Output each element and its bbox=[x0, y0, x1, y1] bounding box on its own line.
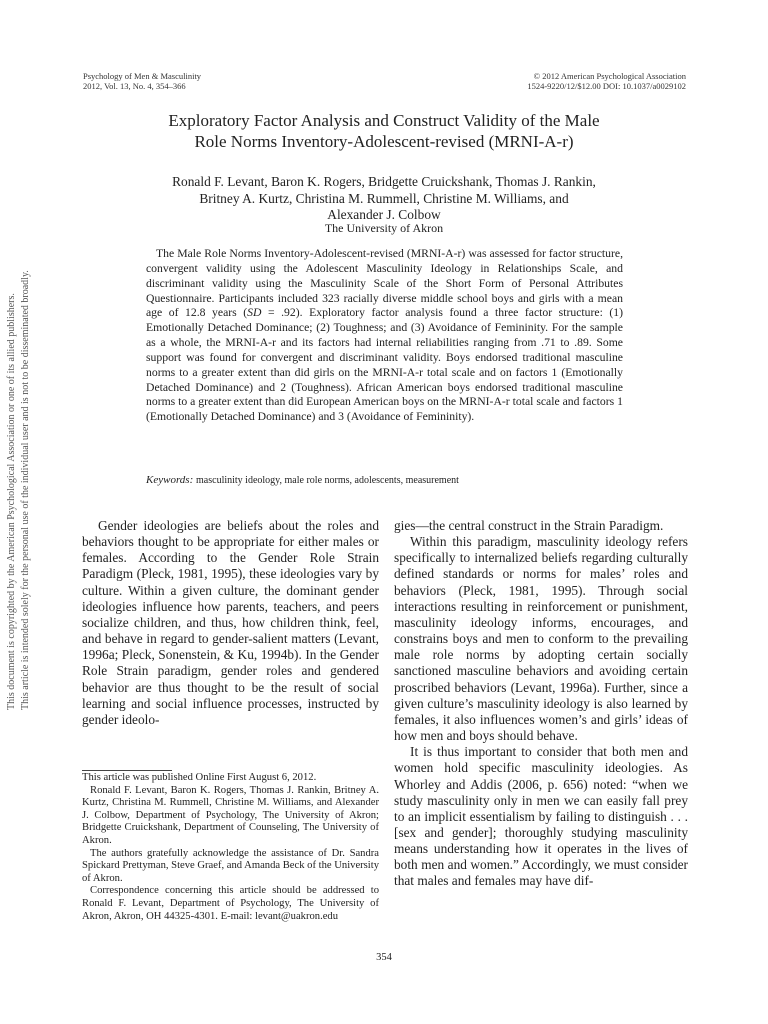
body-column-right bbox=[394, 518, 688, 890]
abstract-text-part-1: The Male Role Norms Inventory-Adolescent-revised (MRNI-A-r) was assessed for factor structure, convergent validity using the Adolescent Masculinity Ideology in Relationships Scale, and discriminant validity using the Masculinity Scale of the Short Form of Personal Attributes Questionnaire. Participants included 323 racially diverse middle school boys and girls with a mean age of 12.8 years ( bbox=[146, 247, 623, 320]
copyright-notice-vertical-1: This document is copyrighted by the American Psychological Association or one of its allied publishers. bbox=[6, 293, 17, 710]
abstract-text bbox=[146, 247, 623, 425]
copyright-header bbox=[470, 71, 686, 91]
author-list bbox=[80, 174, 688, 224]
article-title bbox=[80, 110, 688, 152]
abstract-text-part-2: = .92). Exploratory factor analysis found a three factor structure: (1) Emotionally Detached Dominance; (2) Toughness; and (3) Avoidance of Femininity. For the sample as a whole, the MRNI-A-r and its factors had internal reliabilities ranging from .71 to .89. Some support was found for convergent and discriminant validity. Boys endorsed traditional masculine norms to a greater extent than did girls on the MRNI-A-r total scale and on factors 1 (Emotionally Detached Dominance) and 2 (Toughness). African American boys endorsed traditional masculine norms to a greater extent than did European American boys on the MRNI-A-r total scale and factors 1 (Emotionally Detached Dominance) and 3 (Avoidance of Femininity). bbox=[146, 306, 623, 424]
footnote-divider bbox=[82, 770, 172, 771]
copyright-line: © 2012 American Psychological Association bbox=[533, 71, 686, 81]
footnote-acknowledgment: The authors gratefully acknowledge the assistance of Dr. Sandra Spickard Prettyman, Steve Graef, and Amanda Beck of the University of Akron. bbox=[82, 847, 379, 884]
body-column-left bbox=[82, 518, 379, 728]
journal-header bbox=[83, 71, 201, 91]
copyright-notice-vertical-2: This article is intended solely for the personal use of the individual user and is not to be disseminated broadly. bbox=[20, 270, 31, 710]
sd-symbol: SD bbox=[247, 306, 262, 320]
keywords-text: masculinity ideology, male role norms, adolescents, measurement bbox=[196, 475, 459, 486]
doi-line: 1524-9220/12/$12.00 DOI: 10.1037/a0029102 bbox=[527, 81, 686, 91]
abstract bbox=[146, 247, 623, 425]
title-line-1: Exploratory Factor Analysis and Construct Validity of the Male bbox=[168, 111, 600, 130]
body-paragraph: Gender ideologies are beliefs about the roles and behaviors thought to be appropriate for either males or females. According to the Gender Role Strain Paradigm (Pleck, 1981, 1995), these ideologies vary by culture. Within a given culture, the dominant gender ideologies influence how parents, teachers, and peers socialize children, and thus, how children think, feel, and behave in regard to gender-salient matters (Levant, 1996a; Pleck, Sonenstein, & Ku, 1994b). In the Gender Role Strain paradigm, gender roles and gendered behavior are thus thought to be the result of social learning and social influence processes, instructed by gender ideolo- bbox=[82, 518, 379, 727]
journal-volume: 2012, Vol. 13, No. 4, 354–366 bbox=[83, 81, 186, 91]
keywords-label: Keywords: bbox=[146, 474, 194, 486]
footnote-published: This article was published Online First August 6, 2012. bbox=[82, 772, 317, 783]
footnote-affiliations: Ronald F. Levant, Baron K. Rogers, Thomas J. Rankin, Britney A. Kurtz, Christina M. Rummell, Christine M. Williams, and Alexander J. Colbow, Department of Psychology, The University of Akron; Bridgette Cruickshank, Department of Counseling, The University of Akron. bbox=[82, 784, 379, 846]
body-paragraph: It is thus important to consider that both men and women hold specific masculinity ideologies. As Whorley and Addis (2006, p. 656) noted: “when we study masculinity only in men we can easily fall prey to an implicit essentialism by failing to distinguish . . . [sex and gender]; thoroughly studying masculinity means understanding how it operates in the lives of both men and women.” Accordingly, we must consider that males and females may have dif- bbox=[394, 744, 688, 889]
authors-line-2: Britney A. Kurtz, Christina M. Rummell, Christine M. Williams, and bbox=[199, 190, 569, 206]
authors-line-3: Alexander J. Colbow bbox=[327, 207, 441, 222]
journal-name: Psychology of Men & Masculinity bbox=[83, 71, 202, 81]
authors-line-1: Ronald F. Levant, Baron K. Rogers, Bridgette Cruickshank, Thomas J. Rankin, bbox=[172, 174, 596, 189]
footnotes bbox=[82, 772, 379, 923]
title-line-2: Role Norms Inventory-Adolescent-revised (MRNI-A-r) bbox=[194, 132, 574, 151]
body-paragraph-continued: gies—the central construct in the Strain Paradigm. bbox=[394, 518, 664, 533]
keywords bbox=[146, 473, 623, 488]
page-number: 354 bbox=[376, 952, 392, 963]
body-paragraph: Within this paradigm, masculinity ideology refers specifically to internalized beliefs regarding culturally defined standards or norms for males’ roles and behaviors (Pleck, 1981, 1995). Through social interactions resulting in reinforcement or punishment, masculinity ideology informs, encourages, and constrains boys and men to conform to the prevailing male role norms by adopting certain socially sanctioned masculine behaviors and avoiding certain proscribed behaviors (Levant, 1996a). Further, since a given culture’s masculinity ideology is also learned by females, it also influences women’s and girls’ ideas of how men and boys should behave. bbox=[394, 534, 688, 744]
author-affiliation: The University of Akron bbox=[324, 221, 444, 235]
footnote-correspondence: Correspondence concerning this article should be addressed to Ronald F. Levant, Department of Psychology, The University of Akron, Akron, OH 44325-4301. E-mail: levant@uakron.edu bbox=[82, 885, 379, 922]
